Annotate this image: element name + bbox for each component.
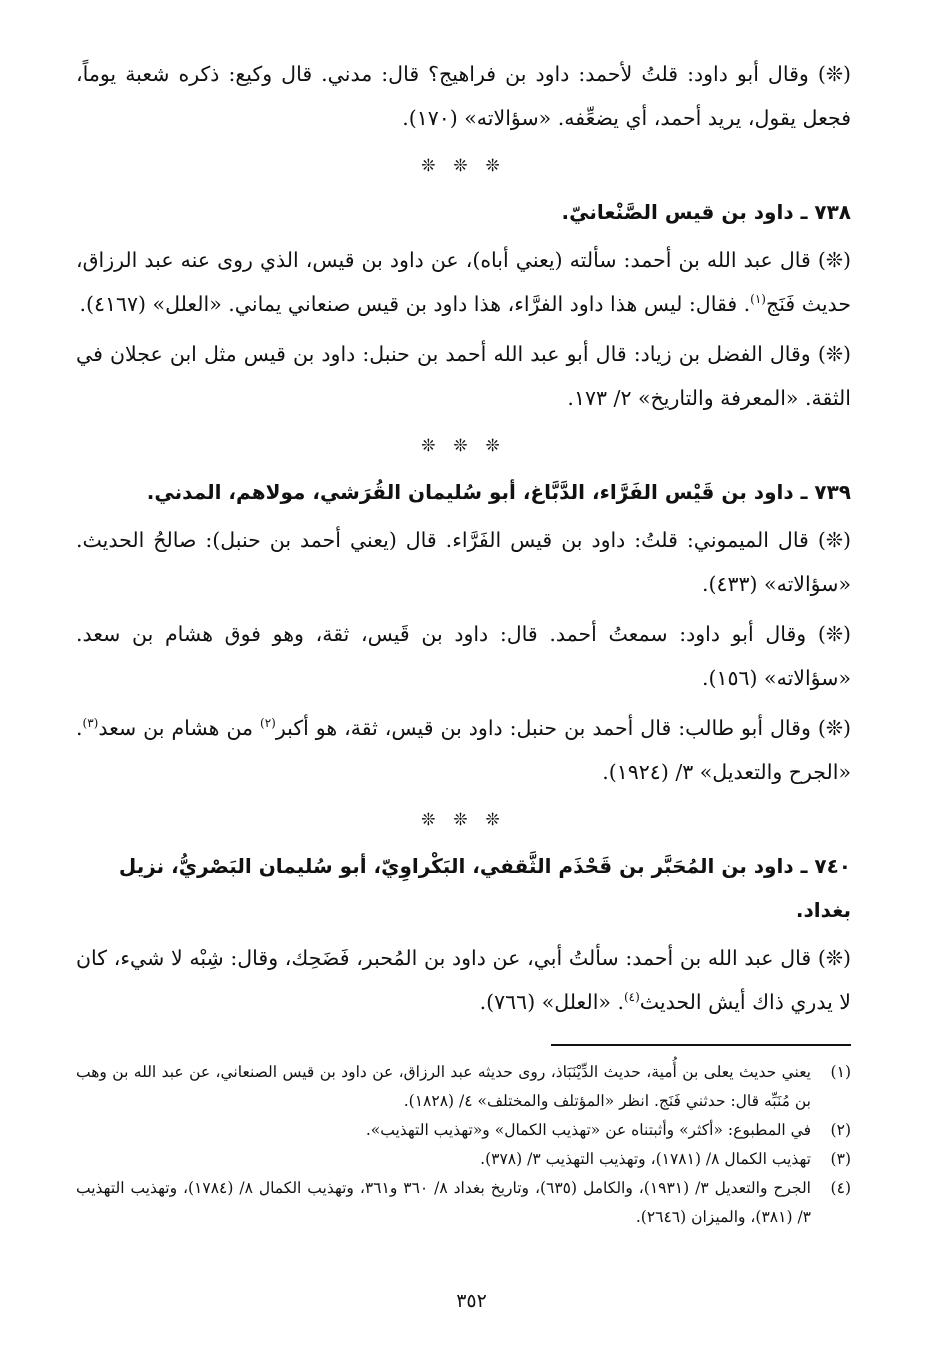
footnote-divider: [551, 1044, 851, 1046]
section-separator: ❊ ❊ ❊: [421, 156, 506, 176]
footnote-text: يعني حديث يعلى بن أُمية، حديث الدِّيْنَبَاذ، روى حديثه عبد الرزاق، عن داود بن قيس الصنعاني، عن عبد الله بن وهب بن مُنَبِّه قال: حدثني فَنَج. انظر «المؤتلف والمختلف» ٤/ (١٨٢٨).: [76, 1063, 811, 1110]
page-number: ٣٥٢: [456, 1290, 487, 1312]
paragraph-text: . «العلل» (٧٦٦).: [479, 990, 624, 1014]
entry-heading-739: ٧٣٩ ـ داود بن قَيْس الفَرَّاء، الدَّبَّاغ، أبو سُليمان القُرَشي، مولاهم، المدني.: [146, 480, 851, 504]
paragraph-738-1: [76, 238, 851, 326]
paragraph-text: . «الجرح والتعديل» ٣/ (١٩٢٤).: [76, 716, 851, 784]
paragraph-text: . فقال: ليس هذا داود الفرَّاء، هذا داود بن قيس صنعاني يماني. «العلل» (٤١٦٧).: [79, 292, 751, 316]
footnote-ref: (٢): [260, 716, 276, 731]
paragraph-text: من هشام بن سعد: [98, 716, 261, 740]
paragraph-text: (❊) قال عبد الله بن أحمد: سألتُ أبي، عن داود بن المُحبر، فَضَحِك، وقال: شِبْه لا شيء، كان لا يدري ذاك أيش الحديث: [76, 946, 851, 1014]
entry-heading-740: ٧٤٠ ـ داود بن المُحَبَّر بن قَحْذَم الثَّقفي، البَكْراوِيّ، أبو سُليمان البَصْريُّ، نزيل بغداد.: [118, 854, 851, 922]
footnote-number: (٤): [830, 1179, 851, 1197]
paragraph-text: (❊) قال عبد الله بن أحمد: سألته (يعني أباه)، عن داود بن قيس، الذي روى عنه عبد الرزاق، حديث فَنَج: [76, 248, 851, 316]
footnote-1: [76, 1058, 851, 1116]
section-separator: ❊ ❊ ❊: [421, 436, 506, 456]
footnote-number: (٣): [830, 1150, 851, 1168]
footnote-text: تهذيب الكمال ٨/ (١٧٨١)، وتهذيب التهذيب ٣/ (٣٧٨).: [480, 1150, 811, 1168]
footnote-4: [76, 1174, 851, 1232]
paragraph-739-2: (❊) وقال أبو داود: سمعتُ أحمد. قال: داود بن قَيس، ثقة، وهو فوق هشام بن سعد. «سؤالاته» (١٥٦).: [76, 622, 851, 690]
entry-heading-738: ٧٣٨ ـ داود بن قيس الصَّنْعانيّ.: [561, 200, 851, 224]
section-separator: ❊ ❊ ❊: [421, 810, 506, 830]
paragraph-entry-737-note: (❊) وقال أبو داود: قلتُ لأحمد: داود بن فراهيج؟ قال: مدني. قال وكيع: ذكره شعبة يوماً، فجعل يقول، يريد أحمد، أي يضعِّفه. «سؤالاته» (١٧٠).: [76, 62, 851, 130]
footnote-ref: (٣): [82, 716, 99, 731]
footnote-3: [76, 1145, 851, 1174]
footnote-text: في المطبوع: «أكثر» وأثبتناه عن «تهذيب الكمال» و«تهذيب التهذيب».: [365, 1121, 811, 1139]
paragraph-text: (❊) وقال أبو طالب: قال أحمد بن حنبل: داود بن قيس، ثقة، هو أكبر: [275, 716, 851, 740]
footnote-number: (١): [830, 1063, 851, 1081]
footnote-ref: (٤): [623, 990, 640, 1005]
footnote-number: (٢): [830, 1121, 851, 1139]
footnote-2: [76, 1116, 851, 1145]
footnote-text: الجرح والتعديل ٣/ (١٩٣١)، والكامل (٦٣٥)، وتاريخ بغداد ٨/ ٣٦٠ و٣٦١، وتهذيب الكمال ٨/ (١٧٨٤)، وتهذيب التهذيب ٣/ (٣٨١)، والميزان (٢٦٤٦).: [76, 1179, 811, 1226]
paragraph-740-1: [76, 936, 851, 1024]
paragraph-738-2: (❊) وقال الفضل بن زياد: قال أبو عبد الله أحمد بن حنبل: داود بن قيس مثل ابن عجلان في الثقة. «المعرفة والتاريخ» ٢/ ١٧٣.: [76, 342, 851, 410]
paragraph-739-3: [76, 706, 851, 794]
footnote-ref: (١): [750, 292, 766, 307]
paragraph-739-1: (❊) قال الميموني: قلتُ: داود بن قيس الفَرَّاء. قال (يعني أحمد بن حنبل): صالحُ الحديث. «سؤالاته» (٤٣٣).: [76, 528, 851, 596]
